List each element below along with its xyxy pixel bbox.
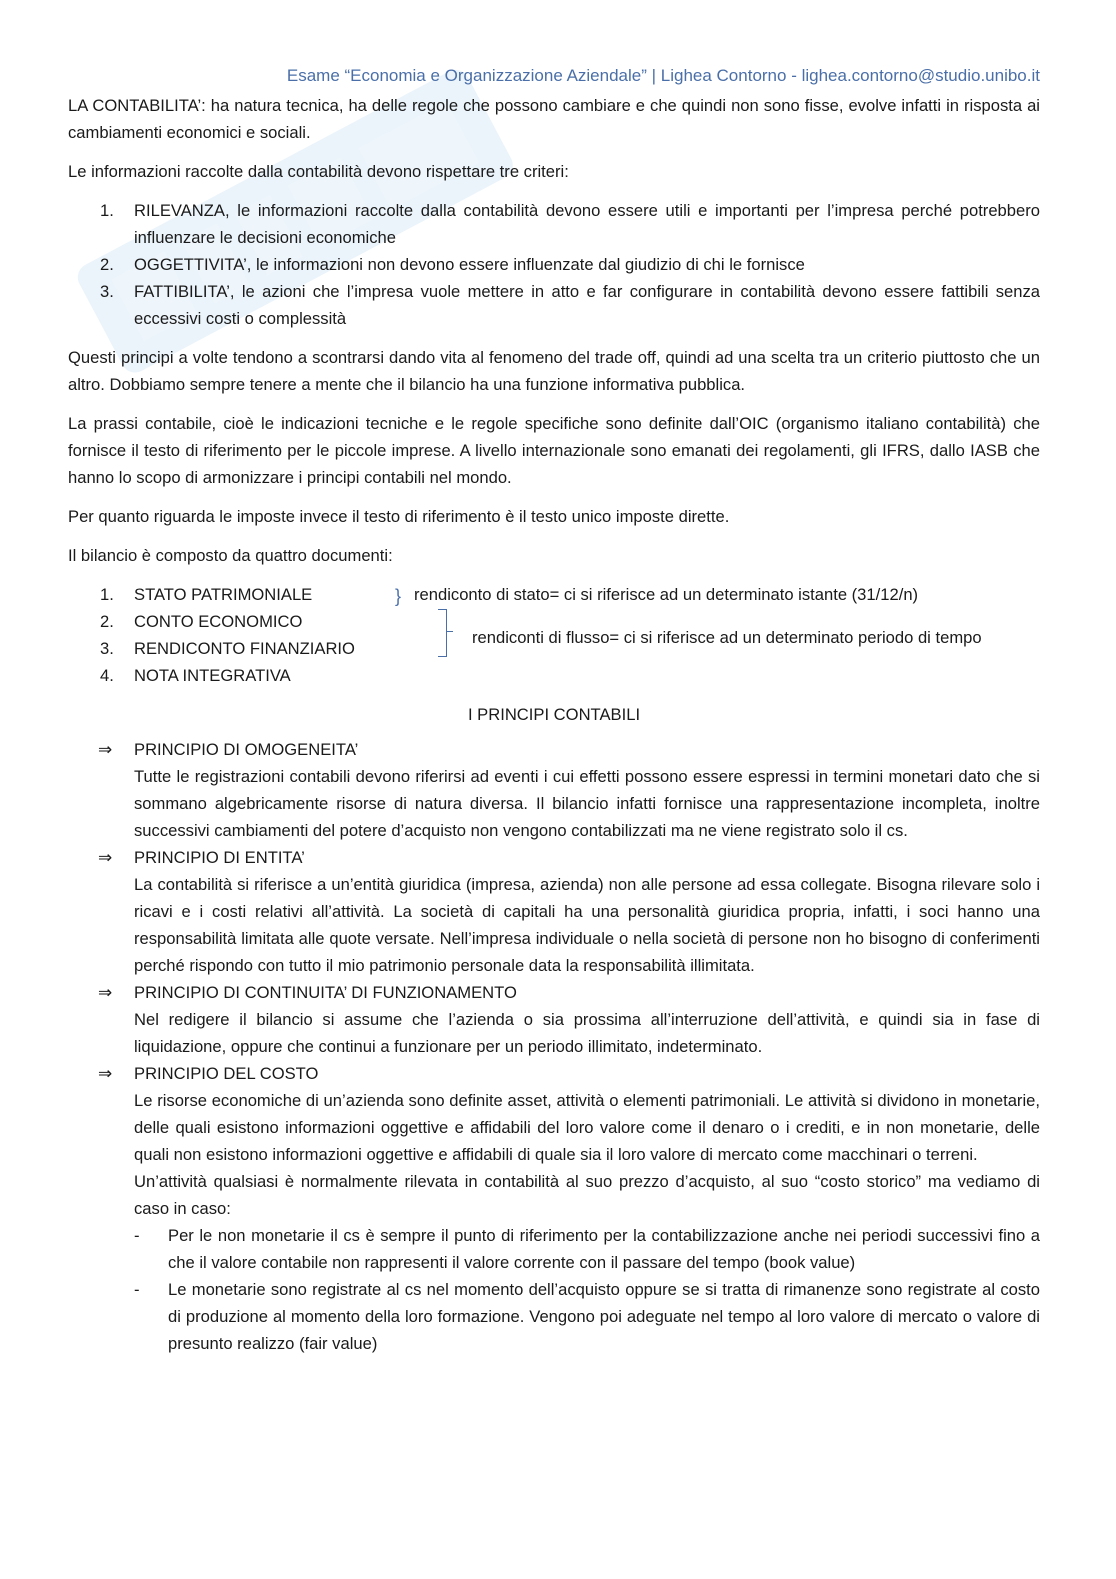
principle-title: PRINCIPIO DEL COSTO [134,1064,319,1083]
double-arrow-icon: ⇒ [98,848,113,867]
criteria-list [68,197,1040,332]
bilancio-intro: Il bilancio è composto da quattro documenti: [68,546,393,565]
tradeoff-paragraph: Questi principi a volte tendono a scontrarsi dando vita al fenomeno del trade off, quindi ad una scelta tra un criterio piuttosto che un altro. Dobbiamo sempre tenere a mente che il bilancio ha una funzione informativa pubblica. [68,348,1040,394]
list-item: 2. OGGETTIVITA’, le informazioni non devono essere influenzate dal giudizio di chi le fornisce [100,255,805,274]
double-arrow-icon: ⇒ [98,740,113,759]
principle-continuita [68,979,1040,1060]
page-header: Esame “Economia e Organizzazione Aziendale” | Lighea Contorno - lighea.contorno@studio.unibo.it [286,66,1040,85]
prassi-paragraph: La prassi contabile, cioè le indicazioni tecniche e le regole specifiche sono definite dall’OIC (organismo italiano contabilità) che fornisce il testo di riferimento per le piccole imprese. A livello internazionale sono emanati dei regolamenti, gli IFRS, dallo IASB che hanno lo scopo di armonizzare i principi contabili nel mondo. [68,414,1040,487]
list-item: 2. CONTO ECONOMICO [100,612,303,631]
imposte-paragraph: Per quanto riguarda le imposte invece il testo di riferimento è il testo unico imposte dirette. [68,507,730,526]
principle-body: Nel redigere il bilancio si assume che l’azienda o sia prossima all’interruzione dell’attività, e quindi sia in fase di liquidazione, oppure che continui a funzionare per un periodo illimitato, indeterminato. [134,1010,1040,1056]
principle-omogeneita [68,736,1040,844]
principle-body: Un’attività qualsiasi è normalmente rilevata in contabilità al suo prezzo d’acquisto, al suo “costo storico” ma vediamo di caso in caso: [134,1172,1040,1218]
cost-bullets [134,1222,1040,1357]
principle-body: Tutte le registrazioni contabili devono riferirsi ad eventi i cui effetti possono essere espressi in termini monetari dato che si sommano algebricamente risorse di natura diversa. Il bilancio infatti fornisce una rappresentazione incompleta, inoltre successivi cambiamenti del potere d’acquisto non vengono contabilizzati ma ne viene registrato solo il cs. [134,767,1040,840]
stock-note: rendiconto di stato= ci si riferisce ad un determinato istante (31/12/n) [414,585,919,604]
brace-icon: } [395,586,402,606]
documents-list [68,581,1040,689]
brace-icon [438,609,447,657]
intro-paragraph: LA CONTABILITA’: ha natura tecnica, ha delle regole che possono cambiare e che quindi non sono fisse, evolve infatti in risposta ai cambiamenti economici e sociali. [68,96,1040,142]
flow-note: rendiconti di flusso= ci si riferisce ad un determinato periodo di tempo [472,628,982,647]
principle-body: Le risorse economiche di un’azienda sono definite asset, attività o elementi patrimoniali. Le attività si dividono in monetarie, delle quali esistono informazioni oggettive e affidabili del loro valore come il denaro o i crediti, e in non monetarie, delle quali non esistono informazioni oggettive e affidabili di quale sia il loro valore di mercato come macchinari o terreni. [134,1091,1040,1164]
list-item: 1. RILEVANZA, le informazioni raccolte dalla contabilità devono essere utili e importanti per l’impresa perché potrebbero influenzare le decisioni economiche [100,201,1040,247]
principle-title: PRINCIPIO DI OMOGENEITA’ [134,740,359,759]
section-title: I PRINCIPI CONTABILI [467,705,641,724]
principle-title: PRINCIPIO DI CONTINUITA’ DI FUNZIONAMENTO [134,983,517,1002]
principle-entita [68,844,1040,979]
list-item: - Le monetarie sono registrate al cs nel momento dell’acquisto oppure se si tratta di rimanenze sono registrate al costo di produzione al momento della loro formazione. Vengono poi adeguate nel tempo al loro valore di mercato o valore di presunto realizzo (fair value) [134,1280,1040,1353]
double-arrow-icon: ⇒ [98,983,113,1002]
list-item: - Per le non monetarie il cs è sempre il punto di riferimento per la contabilizzazione anche nei periodi successivi fino a che il valore contabile non rappresenti il valore corrente con il passare del tempo (book value) [134,1226,1040,1272]
principle-title: PRINCIPIO DI ENTITA’ [134,848,305,867]
list-item: 3. FATTIBILITA’, le azioni che l’impresa vuole mettere in atto e far configurare in contabilità devono essere fattibili senza eccessivi costi o complessità [100,282,1040,328]
document-body [68,62,1040,1357]
principle-body: La contabilità si riferisce a un’entità giuridica (impresa, azienda) non alle persone ad essa collegate. Bisogna rilevare solo i ricavi e i costi relativi all’attività. La società di capitali ha una personalità giuridica propria, infatti, i soci hanno una responsabilità limitata alle quote versate. Nell’impresa individuale o nella società di persone non ho bisogno di conferimenti perché rispondo con tutto il mio patrimonio personale data la responsabilità illimitata. [134,875,1040,975]
list-item: 1. STATO PATRIMONIALE [100,585,313,604]
double-arrow-icon: ⇒ [98,1064,113,1083]
criteria-intro: Le informazioni raccolte dalla contabilità devono rispettare tre criteri: [68,162,569,181]
list-item: 3. RENDICONTO FINANZIARIO [100,639,355,658]
list-item: 4. NOTA INTEGRATIVA [100,666,291,685]
principle-costo [68,1060,1040,1357]
